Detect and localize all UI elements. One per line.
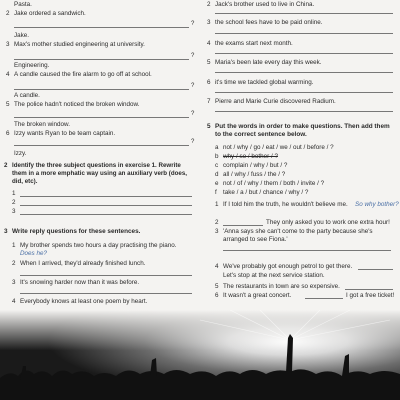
- example-answer: So why bother?: [355, 201, 399, 208]
- statement-text: When I arrived, they'd already finished lunch.: [20, 260, 146, 267]
- exercise-5-heading: [207, 123, 395, 140]
- question-mark: ?: [191, 21, 195, 27]
- scrambled-words-done: why / so / bother / ?: [223, 153, 278, 160]
- scrambled-words: not / of / why / them / both / invite / ?: [223, 180, 325, 187]
- answer-line[interactable]: [215, 13, 393, 14]
- item-number: 2: [12, 260, 16, 267]
- sentence-text: We've probably got enough petrol to get there.: [223, 263, 353, 270]
- answer-line[interactable]: [215, 111, 393, 112]
- statement-text: The police hadn't noticed the broken window.: [14, 101, 140, 108]
- answer-text: Izzy.: [14, 150, 27, 157]
- item-number: 6: [215, 292, 219, 299]
- answer-line[interactable]: [358, 269, 393, 270]
- sentence-text: They only asked you to work one extra hour!: [266, 219, 390, 226]
- scrambled-words: take / a / but / chance / why / ?: [223, 189, 309, 196]
- answer-line[interactable]: [215, 33, 393, 34]
- statement-text: A candle caused the fire alarm to go off at school.: [14, 71, 152, 78]
- item-number: 4: [6, 71, 10, 78]
- exercise-2-heading: [4, 162, 194, 186]
- answer-line[interactable]: [215, 72, 393, 73]
- answer-text: The broken window.: [14, 121, 71, 128]
- statement-text: Pierre and Marie Curie discovered Radium.: [215, 98, 336, 105]
- item-number: 3: [215, 228, 219, 235]
- item-number: 3: [12, 279, 16, 286]
- concert-crowd-photo: [0, 310, 400, 400]
- question-mark: ?: [191, 83, 195, 89]
- statement-text: It's snowing harder now than it was before.: [20, 279, 140, 286]
- item-number: 1: [215, 201, 219, 208]
- answer-line[interactable]: [14, 27, 189, 28]
- sentence-text: I got a free ticket!: [346, 292, 395, 299]
- scrambled-words: all / why / fuss / the / ?: [223, 171, 286, 178]
- item-number: 6: [207, 79, 211, 86]
- item-number: 4: [215, 263, 219, 270]
- item-number: 3: [6, 41, 10, 48]
- word-item-letter: c: [215, 162, 219, 169]
- answer-line[interactable]: [305, 298, 343, 299]
- exercise-instructions: Put the words in order to make questions. Then add them to the correct sentence below.: [215, 123, 390, 139]
- statement-text: My brother spends two hours a day practising the piano.: [20, 242, 177, 249]
- statement-text: it's time we tackled global warming.: [215, 79, 314, 86]
- answer-line[interactable]: [345, 289, 393, 290]
- exercise-number: 5: [207, 123, 211, 130]
- question-mark: ?: [191, 111, 195, 117]
- exercise-3-heading: [4, 228, 194, 236]
- sentence-text: The restaurants in town are so expensive.: [223, 283, 340, 290]
- answer-text: Engineering.: [14, 62, 50, 69]
- statement-text: Everybody knows at least one poem by heart.: [20, 298, 148, 305]
- answer-text: Jake.: [14, 32, 30, 39]
- answer-line[interactable]: [14, 117, 189, 118]
- answer-line[interactable]: [14, 89, 189, 90]
- item-number: 2: [215, 219, 219, 226]
- question-mark: ?: [191, 53, 195, 59]
- answer-line[interactable]: [223, 250, 391, 251]
- item-number: 4: [12, 298, 16, 305]
- answer-line[interactable]: [215, 53, 393, 54]
- statement-text: Max's mother studied engineering at university.: [14, 41, 145, 48]
- item-number: 2: [6, 10, 10, 17]
- exercise-number: 2: [4, 162, 8, 169]
- answer-text: Pasta.: [14, 1, 32, 8]
- item-number: 5: [207, 59, 211, 66]
- item-number: 6: [6, 130, 10, 137]
- sentence-text: Let's stop at the next service station.: [223, 272, 325, 279]
- exercise-instructions: Write reply questions for these sentences.: [12, 228, 141, 235]
- item-number: 4: [207, 40, 211, 47]
- statement-text: the exams start next month.: [215, 40, 293, 47]
- answer-text: A candle.: [14, 92, 40, 99]
- item-number: 1: [12, 242, 16, 249]
- word-item-letter: d: [215, 171, 219, 178]
- sentence-text: If I told him the truth, he wouldn't believe me.: [223, 201, 348, 208]
- scrambled-words: not / why / go / eat / we / out / before / ?: [223, 144, 334, 151]
- word-item-letter: f: [215, 189, 217, 196]
- answer-line[interactable]: [20, 275, 192, 276]
- statement-text: Maria's been late every day this week.: [215, 59, 322, 66]
- statement-text: Jake ordered a sandwich.: [14, 10, 86, 17]
- scrambled-words: complain / why / but / ?: [223, 162, 288, 169]
- sentence-text: It wasn't a great concert.: [223, 292, 292, 299]
- statement-text: Jack's brother used to live in China.: [215, 1, 315, 8]
- item-number: 5: [6, 101, 10, 108]
- exercise-number: 3: [4, 228, 8, 235]
- answer-line[interactable]: [20, 214, 192, 215]
- word-item-letter: b: [215, 153, 219, 160]
- answer-line[interactable]: [223, 225, 263, 226]
- question-mark: ?: [191, 139, 195, 145]
- item-number: 5: [215, 283, 219, 290]
- word-item-letter: a: [215, 144, 219, 151]
- exercise-instructions: Identify the three subject questions in exercise 1. Rewrite them in a more emphatic way using an auxiliary verb (does, did, etc).: [12, 162, 188, 186]
- answer-line[interactable]: [20, 293, 192, 294]
- example-answer: Does he?: [20, 250, 47, 257]
- sentence-text: 'Anna says she can't come to the party because she's arranged to see Fiona.': [223, 228, 373, 243]
- item-number: 7: [207, 98, 211, 105]
- answer-line[interactable]: [20, 196, 192, 197]
- item-number: 2: [207, 1, 211, 8]
- statement-text: Izzy wants Ryan to be team captain.: [14, 130, 116, 137]
- answer-line[interactable]: [14, 59, 189, 60]
- line-number: 2: [12, 199, 16, 206]
- statement-text: the school fees have to be paid online.: [215, 19, 323, 26]
- line-number: 1: [12, 190, 16, 197]
- line-number: 3: [12, 208, 16, 215]
- answer-line[interactable]: [14, 145, 189, 146]
- answer-line[interactable]: [215, 92, 393, 93]
- word-item-letter: e: [215, 180, 219, 187]
- item-number: 3: [207, 19, 211, 26]
- answer-line[interactable]: [20, 205, 192, 206]
